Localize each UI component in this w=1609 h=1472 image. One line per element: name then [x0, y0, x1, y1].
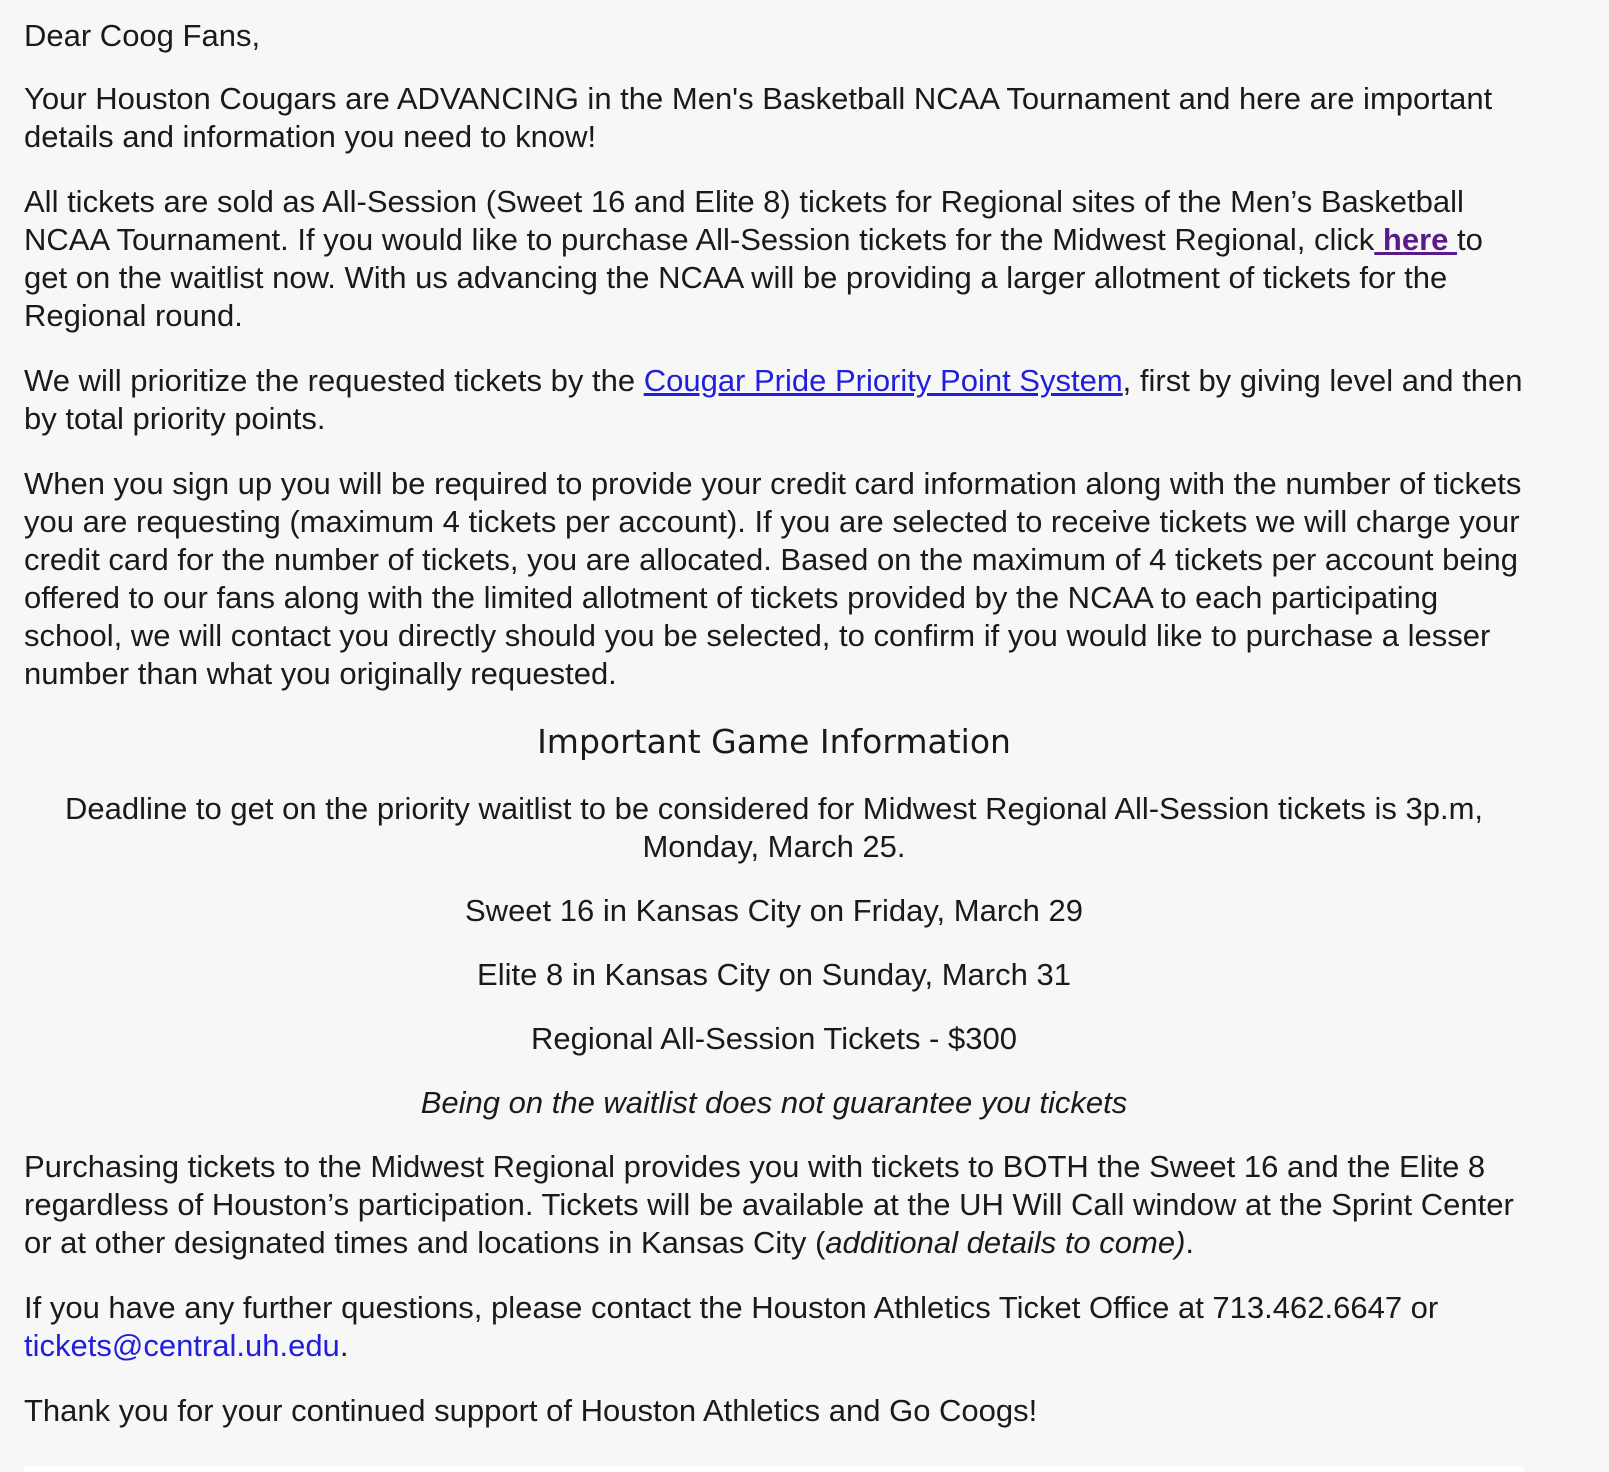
price-text: Regional All-Session Tickets - $300	[531, 1021, 1017, 1056]
tickets-text-before: All tickets are sold as All-Session (Sweet 16 and Elite 8) tickets for Regional sites of the Men’s Basketball NCAA Tournament. If you would like to purchase All-Session tickets for the Midwest Regional, click	[24, 184, 1464, 257]
priority-paragraph	[24, 362, 1524, 438]
tickets-paragraph	[24, 183, 1524, 335]
contact-text: If you have any further questions, please contact the Houston Athletics Ticket Office at 713.462.6647 or	[24, 1290, 1439, 1325]
priority-text-before: We will prioritize the requested tickets by the	[24, 363, 644, 398]
priority-point-system-link[interactable]: Cougar Pride Priority Point System	[643, 363, 1123, 398]
purchase-paragraph	[24, 1148, 1524, 1262]
purchase-text-end: .	[1185, 1225, 1195, 1260]
sweet16-text: Sweet 16 in Kansas City on Friday, March 29	[465, 893, 1083, 928]
email-link[interactable]: tickets@central.uh.edu	[24, 1328, 340, 1363]
purchase-italic-text: additional details to come)	[825, 1225, 1186, 1260]
waitlist-here-link[interactable]: here	[1374, 222, 1457, 257]
priority-text-after: , first by giving level and then by total priority points.	[24, 363, 1523, 436]
disclaimer-text: Being on the waitlist does not guarantee you tickets	[420, 1085, 1128, 1120]
deadline-text: Deadline to get on the priority waitlist to be considered for Midwest Regional All-Session tickets is 3p.m, Monday, March 25.	[64, 791, 1484, 864]
greeting: Dear Coog Fans,	[24, 18, 261, 53]
contact-paragraph	[24, 1289, 1524, 1365]
intro-paragraph: Your Houston Cougars are ADVANCING in the Men's Basketball NCAA Tournament and here are important details and information you need to know!	[24, 81, 1493, 154]
closing-text: Thank you for your continued support of Houston Athletics and Go Coogs!	[24, 1393, 1038, 1428]
divider	[24, 1466, 1524, 1472]
contact-text-end: .	[339, 1328, 349, 1363]
signup-paragraph: When you sign up you will be required to provide your credit card information along with the number of tickets you are requesting (maximum 4 tickets per account). If you are selected to receive tickets we will charge your credit card for the number of tickets, you are allocated. Based on the maximum of 4 tickets per account being offered to our fans along with the limited allotment of tickets provided by the NCAA to each participating school, we will contact you directly should you be selected, to confirm if you would like to purchase a lesser number than what you originally requested.	[24, 466, 1522, 691]
purchase-text: Purchasing tickets to the Midwest Regional provides you with tickets to BOTH the Sweet 16 and the Elite 8 regardless of Houston’s participation. Tickets will be available at the UH Will Call window at the Sprint Center or at other designated times and locations in Kansas City (	[24, 1149, 1514, 1260]
tickets-text-after: to get on the waitlist now. With us advancing the NCAA will be providing a larger allotment of tickets for the Regional round.	[24, 222, 1483, 333]
email-content	[24, 17, 1524, 1430]
elite8-text: Elite 8 in Kansas City on Sunday, March 31	[477, 957, 1071, 992]
game-info-heading: Important Game Information	[537, 722, 1011, 761]
